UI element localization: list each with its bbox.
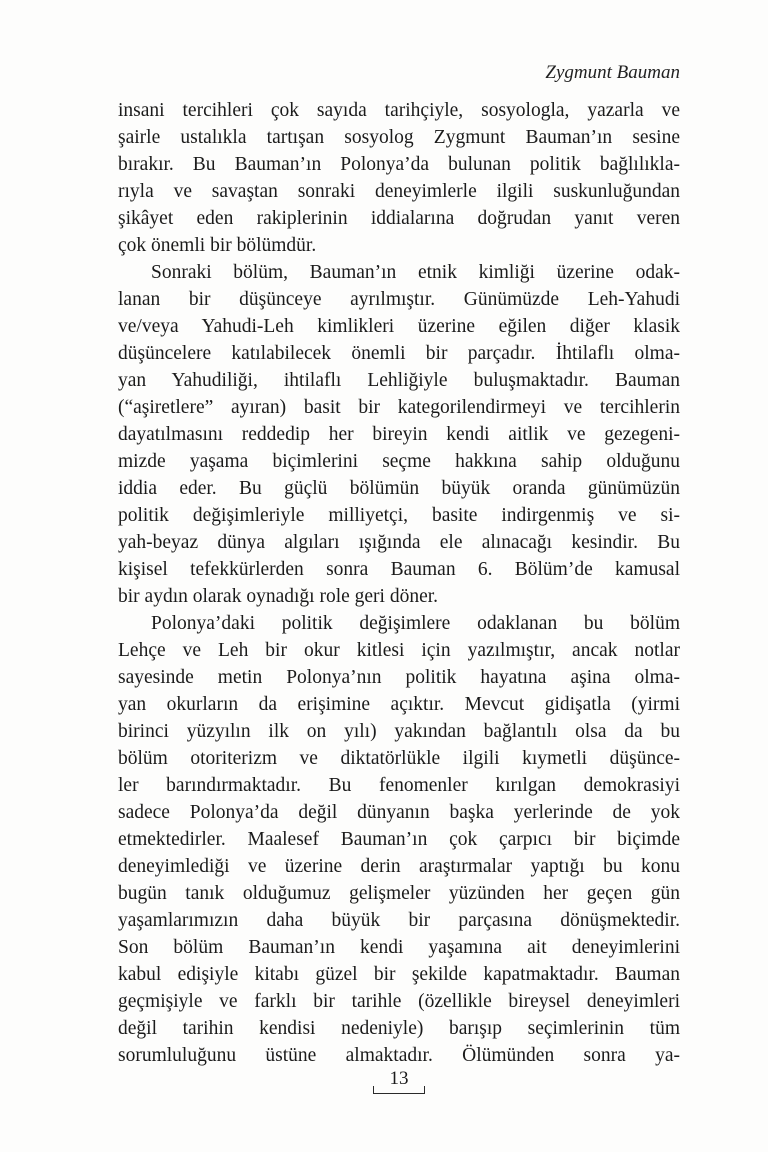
text-block xyxy=(118,62,680,1069)
text-line: bir aydın olarak oynadığı role geri döner. xyxy=(118,586,439,607)
text-line: şairle ustalıkla tartışan sosyolog Zygmunt Bauman’ın sesine xyxy=(118,127,680,148)
text-line: (“aşiretlere” ayıran) basit bir kategorilendirmeyi ve tercihlerin xyxy=(118,397,680,418)
text-line: dayatılmasını reddedip her bireyin kendi aitlik ve gezegeni- xyxy=(118,424,680,445)
text-line: iddia eder. Bu güçlü bölümün büyük oranda günümüzün xyxy=(118,478,680,499)
text-line: yan okurların da erişimine açıktır. Mevcut gidişatla (yirmi xyxy=(118,694,680,715)
text-line: Sonraki bölüm, Bauman’ın etnik kimliği üzerine odak- xyxy=(151,262,680,283)
text-line: ler barındırmaktadır. Bu fenomenler kırılgan demokrasiyi xyxy=(118,775,680,796)
text-line: sorumluluğunu üstüne almaktadır. Ölümünden sonra ya- xyxy=(118,1045,680,1066)
text-line: geçmişiyle ve farklı bir tarihle (özellikle bireysel deneyimleri xyxy=(118,991,680,1012)
text-line: Polonya’daki politik değişimlere odaklanan bu bölüm xyxy=(151,613,680,634)
text-line: yan Yahudiliği, ihtilaflı Lehliğiyle buluşmaktadır. Bauman xyxy=(118,370,680,391)
text-line: ve/veya Yahudi-Leh kimlikleri üzerine eğilen diğer klasik xyxy=(118,316,680,337)
text-line: kabul edişiyle kitabı güzel bir şekilde kapatmaktadır. Bauman xyxy=(118,964,680,985)
text-line: Lehçe ve Leh bir okur kitlesi için yazılmıştır, ancak notlar xyxy=(118,640,680,661)
text-line: Son bölüm Bauman’ın kendi yaşamına ait deneyimlerini xyxy=(118,937,680,958)
text-line: lanan bir düşünceye ayrılmıştır. Günümüzde Leh-Yahudi xyxy=(118,289,680,310)
text-line: mizde yaşama biçimlerini seçme hakkına sahip olduğunu xyxy=(118,451,680,472)
text-line: yaşamlarımızın daha büyük bir parçasına dönüşmektedir. xyxy=(118,910,680,931)
text-line: bölüm otoriterizm ve diktatörlükle ilgili kıymetli düşünce- xyxy=(118,748,680,769)
text-line: değil tarihin kendisi nedeniyle) barışıp seçimlerinin tüm xyxy=(118,1018,680,1039)
text-line: sayesinde metin Polonya’nın politik hayatına aşina olma- xyxy=(118,667,680,688)
text-line: insani tercihleri çok sayıda tarihçiyle, sosyologla, yazarla ve xyxy=(118,100,680,121)
running-header: Zygmunt Bauman xyxy=(545,62,680,83)
text-line: bugün tanık olduğumuz gelişmeler yüzünden her geçen gün xyxy=(118,883,680,904)
text-line: deneyimlediği ve üzerine derin araştırmalar yaptığı bu konu xyxy=(118,856,680,877)
text-line: şikâyet eden rakiplerinin iddialarına doğrudan yanıt veren xyxy=(118,208,680,229)
text-line: sadece Polonya’da değil dünyanın başka yerlerinde de yok xyxy=(118,802,680,823)
body-text xyxy=(118,97,680,1069)
page-footer xyxy=(118,1069,680,1094)
text-line: çok önemli bir bölümdür. xyxy=(118,235,317,256)
page-number: 13 xyxy=(389,1068,409,1089)
text-line: bırakır. Bu Bauman’ın Polonya’da bulunan politik bağlılıkla- xyxy=(118,154,680,175)
text-line: politik değişimleriyle milliyetçi, basite indirgenmiş ve si- xyxy=(118,505,680,526)
text-line: rıyla ve savaştan sonraki deneyimlerle ilgili suskunluğundan xyxy=(118,181,680,202)
text-line: birinci yüzyılın ilk on yılı) yakından bağlantılı olsa da bu xyxy=(118,721,680,742)
text-line: yah-beyaz dünya algıları ışığında ele alınacağı kesindir. Bu xyxy=(118,532,680,553)
text-line: düşüncelere katılabilecek önemli bir parçadır. İhtilaflı olma- xyxy=(118,343,680,364)
text-line: etmektedirler. Maalesef Bauman’ın çok çarpıcı bir biçimde xyxy=(118,829,680,850)
text-line: kişisel tefekkürlerden sonra Bauman 6. Bölüm’de kamusal xyxy=(118,559,680,580)
